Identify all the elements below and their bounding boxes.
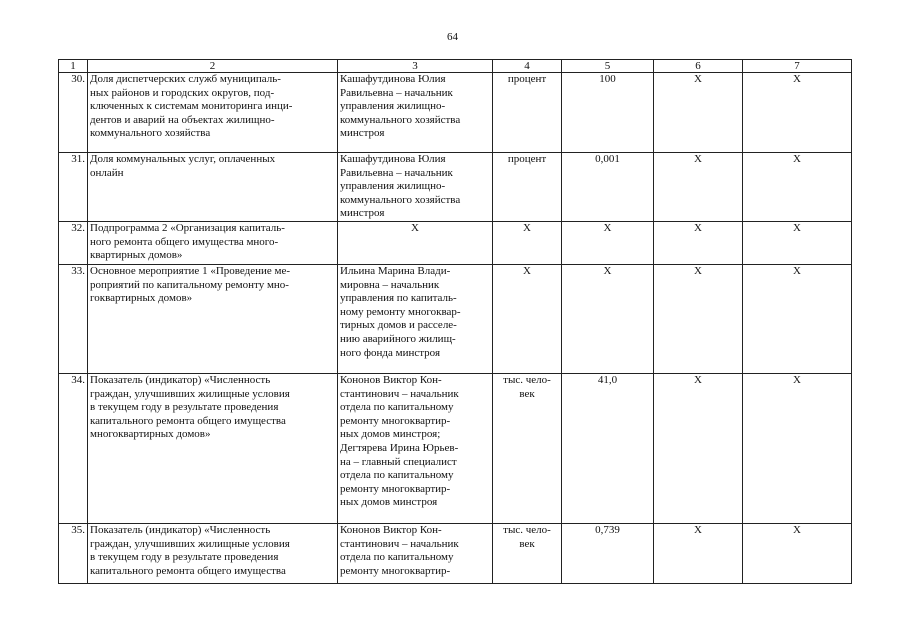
responsible-person-line: мировна – начальник xyxy=(340,278,440,291)
responsible-person-line: ремонту многоквартир- xyxy=(340,482,451,495)
row-number: 34. xyxy=(59,373,88,523)
indicator-name-line: граждан, улучшивших жилищные условия xyxy=(90,537,290,550)
unit-of-measure xyxy=(493,373,562,523)
indicator-name-line: Доля диспетчерских служб муниципаль- xyxy=(90,73,281,85)
value-col-6: Х xyxy=(654,221,743,264)
row-number: 30. xyxy=(59,73,88,153)
indicator-name xyxy=(88,73,338,153)
unit-of-measure-line: тыс. чело- xyxy=(503,373,551,386)
responsible-person xyxy=(338,264,493,373)
value-col-5: Х xyxy=(562,221,654,264)
value-col-7: Х xyxy=(743,153,852,222)
responsible-person xyxy=(338,221,493,264)
indicator-name-line: Основное мероприятие 1 «Проведение ме- xyxy=(90,264,291,277)
row-number: 32. xyxy=(59,221,88,264)
responsible-person-line: отдела по капитальному xyxy=(340,551,454,564)
column-number: 4 xyxy=(493,60,562,73)
unit-of-measure xyxy=(493,523,562,583)
responsible-person-line: управления по капиталь- xyxy=(340,292,457,305)
column-number-row xyxy=(59,60,852,73)
unit-of-measure-line: Х xyxy=(523,221,531,234)
unit-of-measure xyxy=(493,264,562,373)
indicator-name-line: в текущем году в результате проведения xyxy=(90,551,279,564)
responsible-person-line: Кашафутдинова Юлия xyxy=(340,153,446,165)
value-col-6: Х xyxy=(654,264,743,373)
indicator-name-line: граждан, улучшивших жилищные условия xyxy=(90,387,290,400)
responsible-person-line: управления жилищно- xyxy=(340,180,446,193)
unit-of-measure-line: тыс. чело- xyxy=(503,523,551,536)
unit-of-measure-line: процент xyxy=(507,73,547,85)
responsible-person-line: стантинович – начальник xyxy=(340,537,459,550)
responsible-person xyxy=(338,523,493,583)
value-col-5: 100 xyxy=(562,73,654,153)
responsible-person xyxy=(338,73,493,153)
value-col-5: 0,739 xyxy=(562,523,654,583)
column-number: 2 xyxy=(88,60,338,73)
responsible-person-line: ных домов минстроя xyxy=(340,496,438,509)
responsible-person-line: Равильевна – начальник xyxy=(340,166,453,179)
responsible-person-line: минстроя xyxy=(340,127,385,140)
indicator-name xyxy=(88,153,338,222)
value-col-6: Х xyxy=(654,73,743,153)
responsible-person-line: коммунального хозяйства xyxy=(340,193,461,206)
column-number: 1 xyxy=(59,60,88,73)
value-col-5: 41,0 xyxy=(562,373,654,523)
unit-of-measure-line: век xyxy=(519,537,535,550)
indicator-name-line: капитального ремонта общего имущества xyxy=(90,564,286,577)
value-col-6: Х xyxy=(654,373,743,523)
indicator-name-line: ключенных к системам мониторинга инци- xyxy=(90,100,293,113)
table-row xyxy=(59,221,852,264)
table-row xyxy=(59,73,852,153)
indicator-name-line: дентов и аварий на объектах жилищно- xyxy=(90,113,275,126)
indicator-name-line: Доля коммунальных услуг, оплаченных xyxy=(90,153,276,165)
indicator-name xyxy=(88,221,338,264)
value-col-7: Х xyxy=(743,373,852,523)
page-number: 64 xyxy=(447,31,458,43)
row-number: 35. xyxy=(59,523,88,583)
indicator-name-line: онлайн xyxy=(90,166,124,179)
responsible-person-line: на – главный специалист xyxy=(340,455,457,468)
responsible-person-line: Ильина Марина Влади- xyxy=(340,264,451,277)
indicator-name-line: Показатель (индикатор) «Численность xyxy=(90,523,271,536)
responsible-person-line: стантинович – начальник xyxy=(340,387,459,400)
indicator-name xyxy=(88,264,338,373)
indicator-name-line: Показатель (индикатор) «Численность xyxy=(90,373,271,386)
row-number: 33. xyxy=(59,264,88,373)
unit-of-measure xyxy=(493,153,562,222)
value-col-5: Х xyxy=(562,264,654,373)
value-col-7: Х xyxy=(743,221,852,264)
value-col-7: Х xyxy=(743,523,852,583)
responsible-person-line: ного фонда минстроя xyxy=(340,346,441,359)
responsible-person-line: отдела по капитальному xyxy=(340,469,454,482)
indicator-name xyxy=(88,523,338,583)
indicator-name-line: квартирных домов» xyxy=(90,249,183,262)
column-number: 3 xyxy=(338,60,493,73)
responsible-person-line: Кононов Виктор Кон- xyxy=(340,523,442,536)
column-number: 6 xyxy=(654,60,743,73)
responsible-person-line: управления жилищно- xyxy=(340,100,446,113)
indicator-name-line: гоквартирных домов» xyxy=(90,292,193,305)
value-col-7: Х xyxy=(743,73,852,153)
responsible-person-line: Дегтярева Ирина Юрьев- xyxy=(340,441,459,454)
value-col-6: Х xyxy=(654,153,743,222)
responsible-person-line: минстроя xyxy=(340,207,385,220)
unit-of-measure xyxy=(493,73,562,153)
indicator-name-line: коммунального хозяйства xyxy=(90,127,211,140)
unit-of-measure-line: век xyxy=(519,387,535,400)
table-row xyxy=(59,153,852,222)
responsible-person-line: отдела по капитальному xyxy=(340,401,454,414)
responsible-person-line: ных домов минстроя; xyxy=(340,428,441,441)
indicator-name-line: Подпрограмма 2 «Организация капиталь- xyxy=(90,221,285,234)
column-number: 7 xyxy=(743,60,852,73)
table-row xyxy=(59,373,852,523)
column-number: 5 xyxy=(562,60,654,73)
indicator-name-line: в текущем году в результате проведения xyxy=(90,401,279,414)
responsible-person xyxy=(338,153,493,222)
responsible-person-line: нию аварийного жилищ- xyxy=(340,332,456,345)
unit-of-measure-line: Х xyxy=(523,264,531,277)
responsible-person-line: тирных домов и расселе- xyxy=(340,319,457,332)
indicator-name xyxy=(88,373,338,523)
table-row xyxy=(59,523,852,583)
unit-of-measure xyxy=(493,221,562,264)
responsible-person-line: коммунального хозяйства xyxy=(340,113,461,126)
value-col-5: 0,001 xyxy=(562,153,654,222)
responsible-person-line: ремонту многоквартир- xyxy=(340,414,451,427)
value-col-7: Х xyxy=(743,264,852,373)
responsible-person-line: Х xyxy=(411,221,419,234)
indicator-name-line: многоквартирных домов» xyxy=(90,428,211,441)
value-col-6: Х xyxy=(654,523,743,583)
indicator-name-line: роприятий по капитальному ремонту мно- xyxy=(90,278,289,291)
responsible-person-line: Равильевна – начальник xyxy=(340,86,453,99)
responsible-person-line: ремонту многоквартир- xyxy=(340,564,451,577)
responsible-person-line: Кононов Виктор Кон- xyxy=(340,373,442,386)
table-row xyxy=(59,264,852,373)
unit-of-measure-line: процент xyxy=(507,153,547,165)
indicator-name-line: ного ремонта общего имущества много- xyxy=(90,235,279,248)
row-number: 31. xyxy=(59,153,88,222)
responsible-person-line: ному ремонту многоквар- xyxy=(340,305,461,318)
indicator-table xyxy=(58,59,852,584)
responsible-person-line: Кашафутдинова Юлия xyxy=(340,73,446,85)
indicator-name-line: капитального ремонта общего имущества xyxy=(90,414,286,427)
indicator-name-line: ных районов и городских округов, под- xyxy=(90,86,275,99)
responsible-person xyxy=(338,373,493,523)
